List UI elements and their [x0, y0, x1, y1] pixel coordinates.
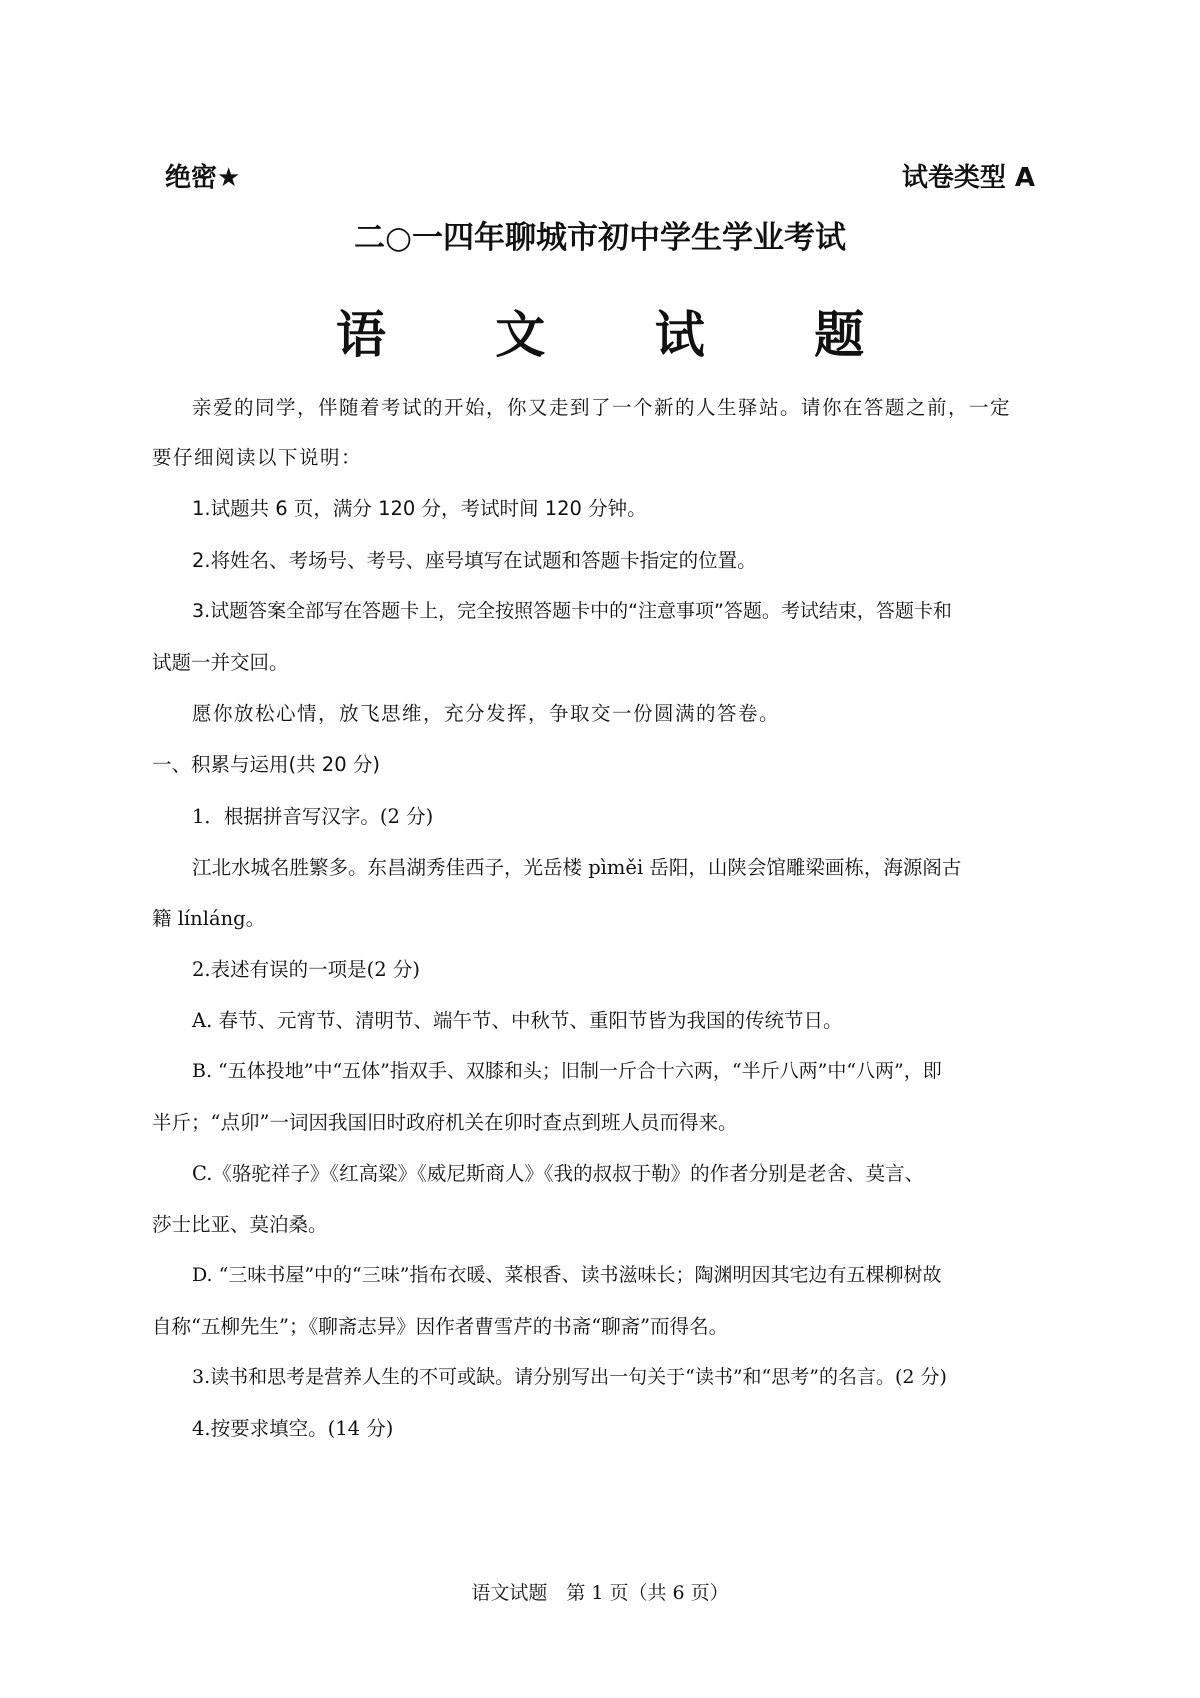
question-2-stem: 2.表述有误的一项是(2 分): [192, 958, 420, 981]
question-4-stem: 4.按要求填空。(14 分): [192, 1417, 394, 1440]
page-footer: 语文试题 第 1 页（共 6 页）: [471, 1582, 729, 1604]
wish-text: 愿你放松心情，放飞思维，充分发挥，争取交一份圆满的答卷。: [192, 702, 781, 725]
question-3: 3.读书和思考是营养人生的不可或缺。请分别写出一句关于“读书”和“思考”的名言。(2 分): [192, 1366, 947, 1388]
instruction-item-3-line-2: 试题一并交回。: [152, 651, 289, 674]
question-2-option-a: A. 春节、元宵节、清明节、端午节、中秋节、重阳节皆为我国的传统节日。: [192, 1009, 843, 1032]
instruction-item-3-line-1: 3.试题答案全部写在答题卡上，完全按照答题卡中的“注意事项”答题。考试结束，答题卡和: [192, 600, 952, 622]
instruction-item-1: 1.试题共 6 页，满分 120 分，考试时间 120 分钟。: [192, 497, 647, 520]
question-1-stem: 1．根据拼音写汉字。(2 分): [192, 805, 434, 828]
subject-title: 语 文 试 题: [335, 306, 911, 364]
exam-title: 二○一四年聊城市初中学生学业考试: [353, 220, 847, 256]
section-1-heading: 一、积累与运用(共 20 分): [152, 753, 380, 776]
intro-line-1: 亲爱的同学，伴随着考试的开始，你又走到了一个新的人生驿站。请你在答题之前，一定: [192, 396, 1012, 419]
question-1-text-line-1: 江北水城名胜繁多。东昌湖秀佳西子，光岳楼 pìměi 岳阳，山陕会馆雕梁画栋，海源阁古: [192, 856, 962, 879]
question-2-option-d-line-1: D. “三味书屋”中的“三味”指布衣暖、菜根香、读书滋味长；陶渊明因其宅边有五棵柳树故: [192, 1264, 942, 1286]
header-secret-label: 绝密★: [165, 163, 241, 193]
instruction-item-2: 2.将姓名、考场号、考号、座号填写在试题和答题卡指定的位置。: [192, 549, 757, 572]
header-paper-type: 试卷类型 A: [901, 163, 1035, 193]
question-1-text-line-2: 籍 línláng。: [152, 907, 266, 930]
question-2-option-b-line-2: 半斤；“点卯”一词因我国旧时政府机关在卯时查点到班人员而得来。: [152, 1111, 738, 1134]
question-2-option-d-line-2: 自称“五柳先生”；《聊斋志异》因作者曹雪芹的书斋“聊斋”而得名。: [152, 1315, 729, 1338]
question-2-option-b-line-1: B. “五体投地”中“五体”指双手、双膝和头；旧制一斤合十六两，“半斤八两”中“八两”，即: [192, 1060, 942, 1082]
intro-line-2: 要仔细阅读以下说明：: [152, 446, 363, 469]
question-2-option-c-line-2: 莎士比亚、莫泊桑。: [152, 1213, 328, 1236]
question-2-option-c-line-1: C.《骆驼祥子》《红高粱》《威尼斯商人》《我的叔叔于勒》的作者分别是老舍、莫言、: [192, 1162, 925, 1185]
